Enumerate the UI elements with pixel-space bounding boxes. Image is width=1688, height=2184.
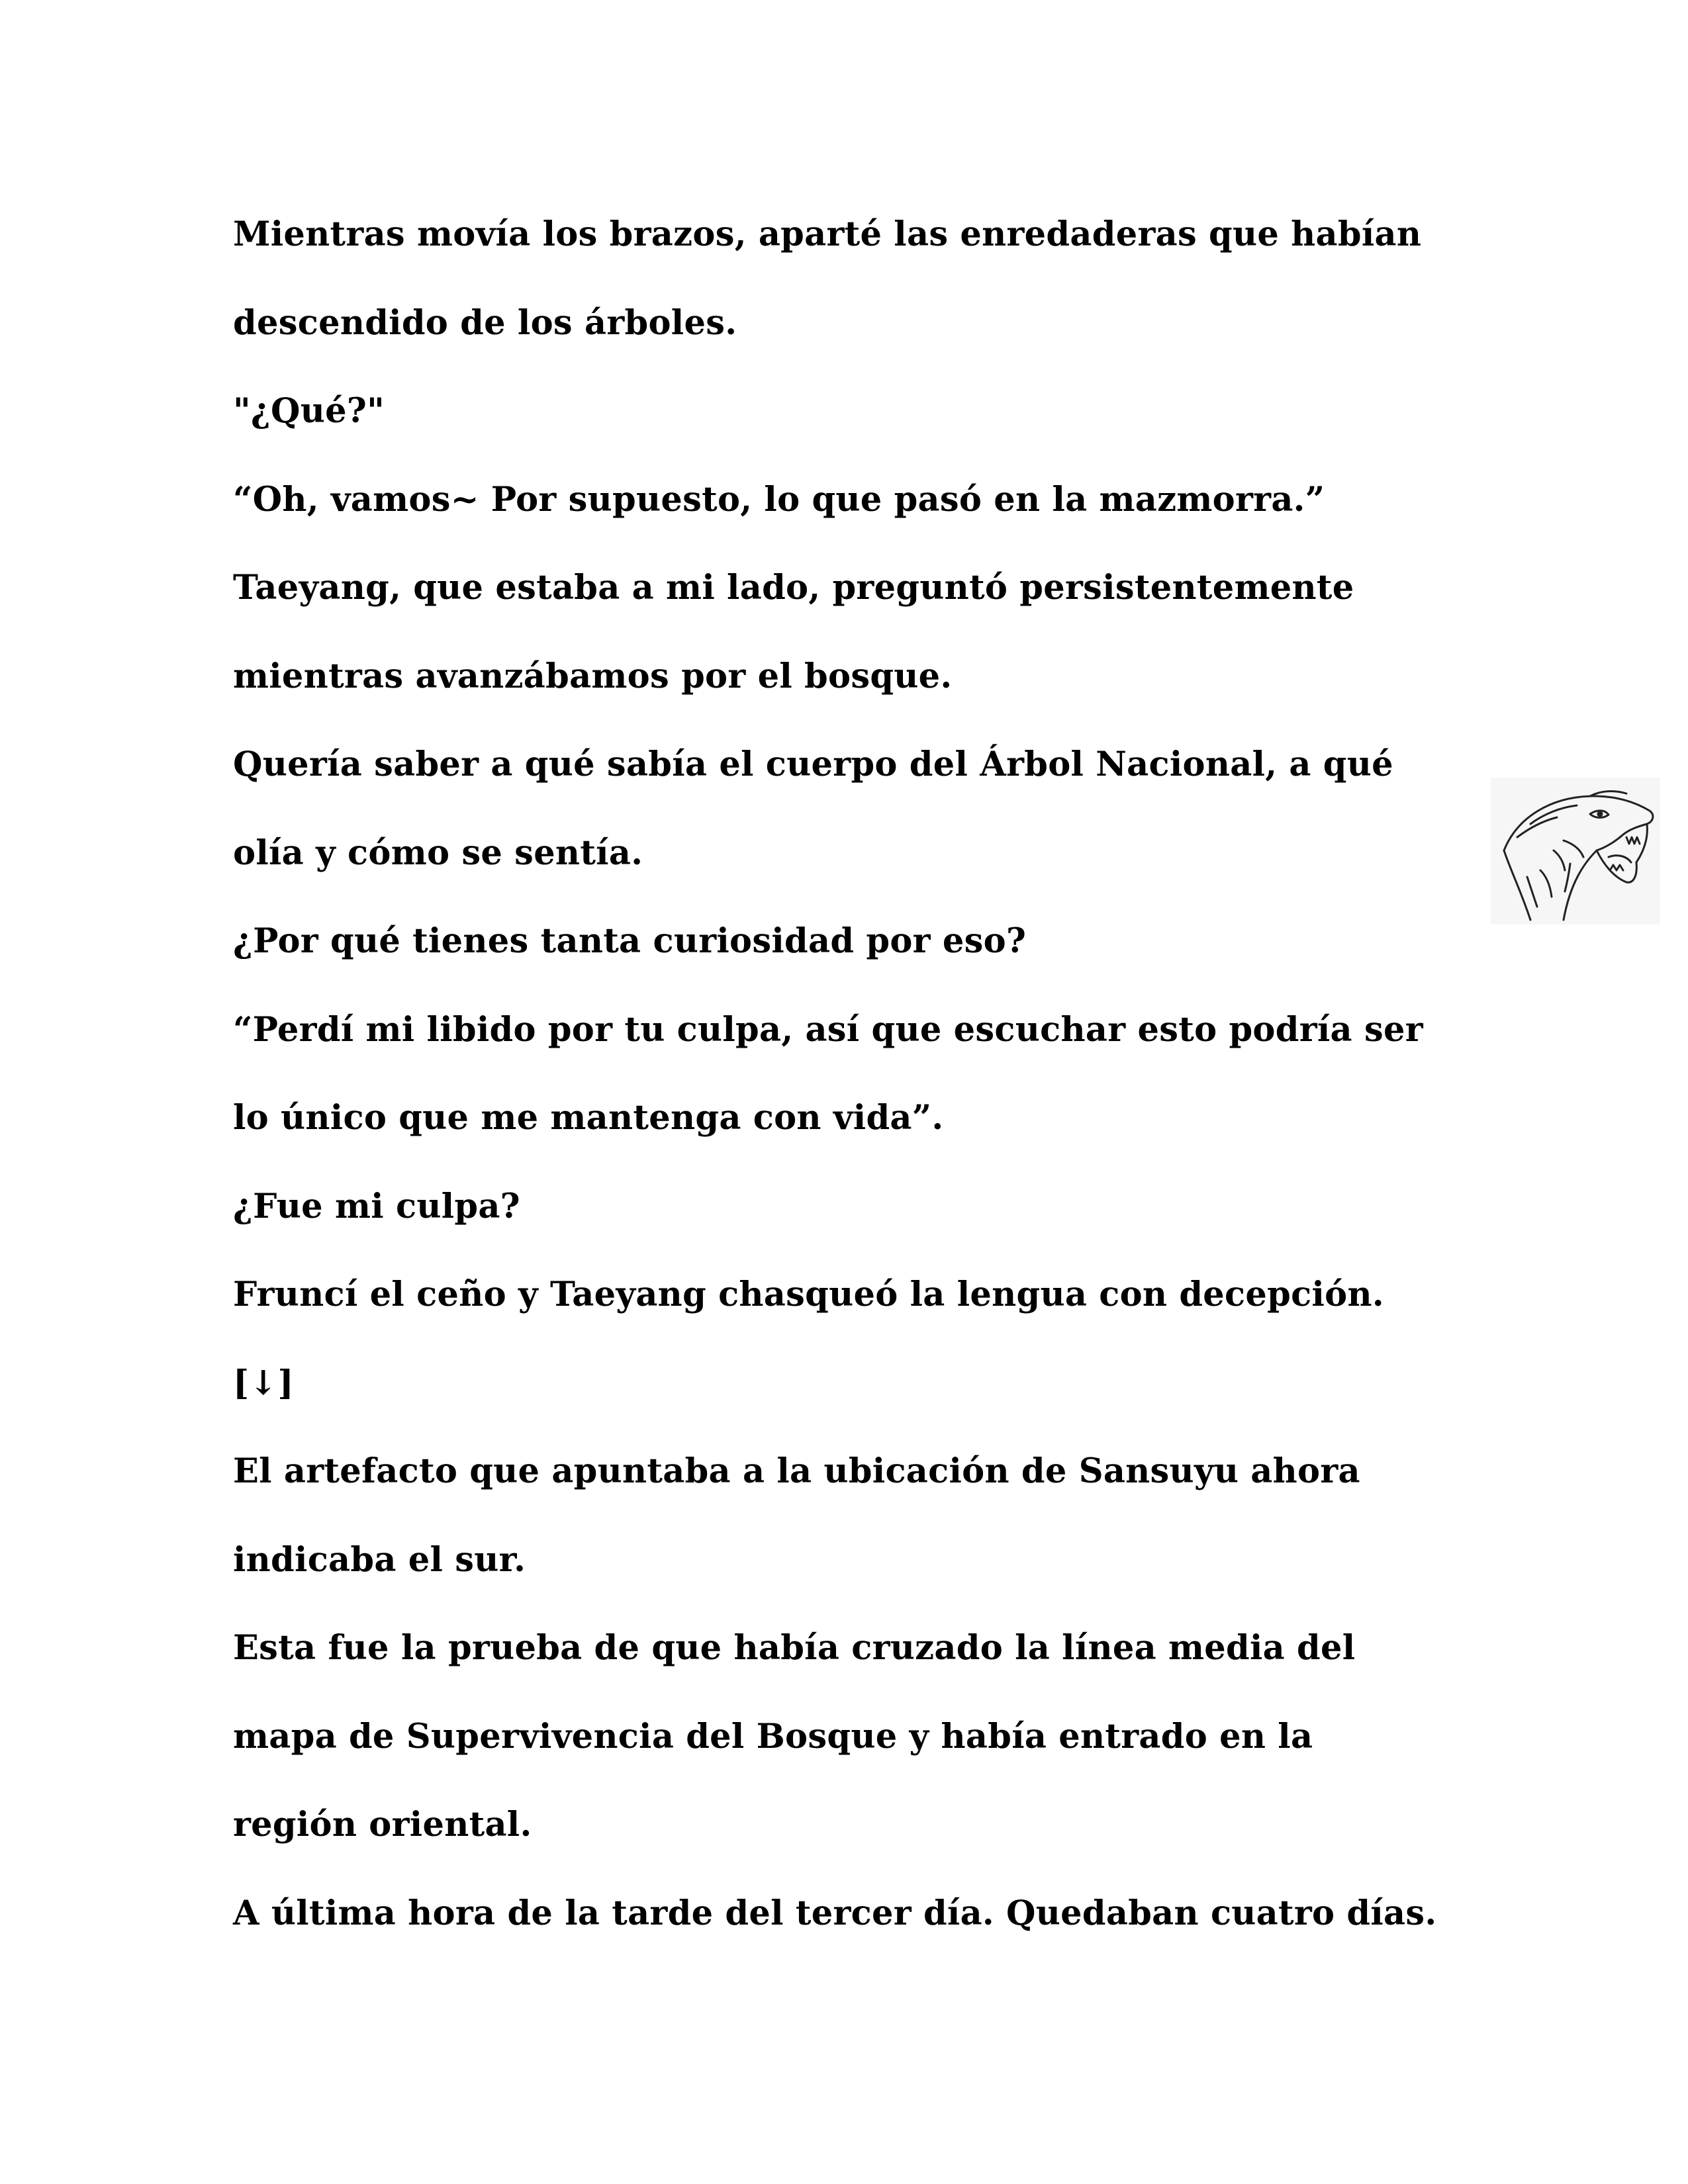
- text-line: Esta fue la prueba de que había cruzado la línea media del: [233, 1628, 1356, 1668]
- text-line: “Perdí mi libido por tu culpa, así que escuchar esto podría ser: [233, 1009, 1423, 1050]
- text-line: ¿Fue mi culpa?: [233, 1186, 520, 1226]
- dinosaur-sketch-icon: [1491, 778, 1660, 925]
- text-line: A última hora de la tarde del tercer día. Quedaban cuatro días.: [233, 1893, 1437, 1933]
- text-line: “Oh, vamos~ Por supuesto, lo que pasó en la mazmorra.”: [233, 479, 1325, 520]
- text-line: Fruncí el ceño y Taeyang chasqueó la lengua con decepción.: [233, 1275, 1384, 1314]
- text-line: Taeyang, que estaba a mi lado, preguntó persistentemente: [233, 568, 1354, 608]
- text-line: lo único que me mantenga con vida”.: [233, 1098, 944, 1138]
- text-line: olía y cómo se sentía.: [233, 833, 643, 873]
- text-line: Quería saber a qué sabía el cuerpo del Árbol Nacional, a qué: [233, 745, 1393, 784]
- text-line: Mientras movía los brazos, aparté las enredaderas que habían: [233, 214, 1422, 254]
- text-line: [↓]: [233, 1363, 294, 1403]
- text-line: descendido de los árboles.: [233, 302, 737, 343]
- text-line: mientras avanzábamos por el bosque.: [233, 656, 953, 696]
- text-line: El artefacto que apuntaba a la ubicación de Sansuyu ahora: [233, 1451, 1360, 1491]
- text-line: "¿Qué?": [233, 391, 385, 431]
- text-line: región oriental.: [233, 1805, 532, 1844]
- text-line: mapa de Supervivencia del Bosque y había entrado en la: [233, 1716, 1313, 1756]
- text-line: ¿Por qué tienes tanta curiosidad por eso?: [233, 921, 1027, 961]
- body-text: [233, 191, 1530, 1958]
- text-line: indicaba el sur.: [233, 1539, 526, 1580]
